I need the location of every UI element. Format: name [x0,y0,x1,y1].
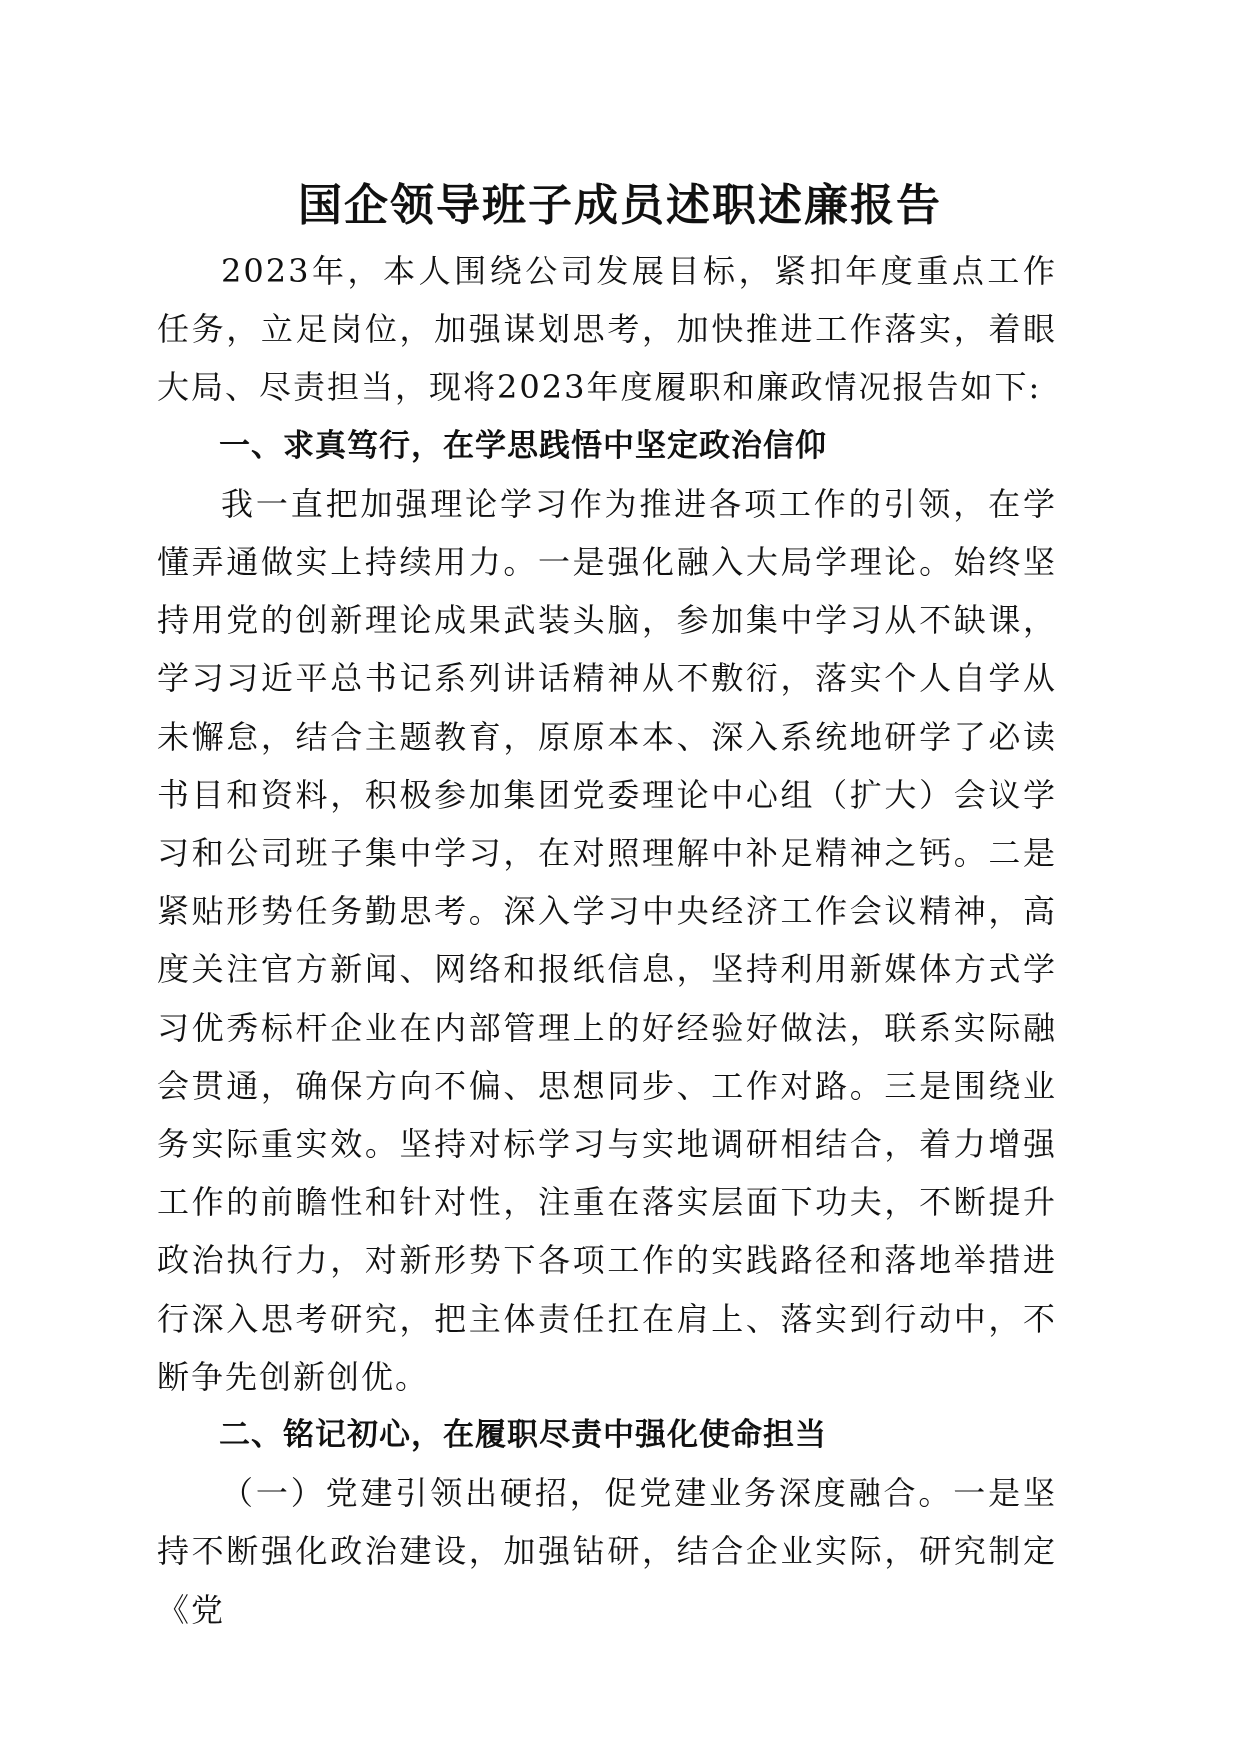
document-title: 国企领导班子成员述职述廉报告 [298,180,942,231]
section-2-heading: 二、铭记初心，在履职尽责中强化使命担当 [219,1417,827,1454]
intro-paragraph: 2023年，本人围绕公司发展目标，紧扣年度重点工作任务，立足岗位，加强谋划思考，加快推进工作落实，着眼大局、尽责担当，现将2023年度履职和廉政情况报告如下: [157,252,1057,407]
section-2-paragraph: （一）党建引领出硬招，促党建业务深度融合。一是坚持不断强化政治建设，加强钻研，结合企业实际，研究制定《党 [157,1474,1057,1629]
section-1-paragraph: 我一直把加强理论学习作为推进各项工作的引领，在学懂弄通做实上持续用力。一是强化融入大局学理论。始终坚持用党的创新理论成果武装头脑，参加集中学习从不缺课，学习习近平总书记系列讲话精神从不敷衍，落实个人自学从未懈怠，结合主题教育，原原本本、深入系统地研学了必读书目和资料，积极参加集团党委理论中心组（扩大）会议学习和公司班子集中学习，在对照理解中补足精神之钙。二是紧贴形势任务勤思考。深入学习中央经济工作会议精神，高度关注官方新闻、网络和报纸信息，坚持利用新媒体方式学习优秀标杆企业在内部管理上的好经验好做法，联系实际融会贯通，确保方向不偏、思想同步、工作对路。三是围绕业务实际重实效。坚持对标学习与实地调研相结合，着力增强工作的前瞻性和针对性，注重在落实层面下功夫，不断提升政治执行力，对新形势下各项工作的实践路径和落地举措进行深入思考研究，把主体责任扛在肩上、落实到行动中，不断争先创新创优。 [157,484,1057,1396]
document-body [157,242,1057,1639]
section-1-heading: 一、求真笃行，在学思践悟中坚定政治信仰 [219,427,827,464]
